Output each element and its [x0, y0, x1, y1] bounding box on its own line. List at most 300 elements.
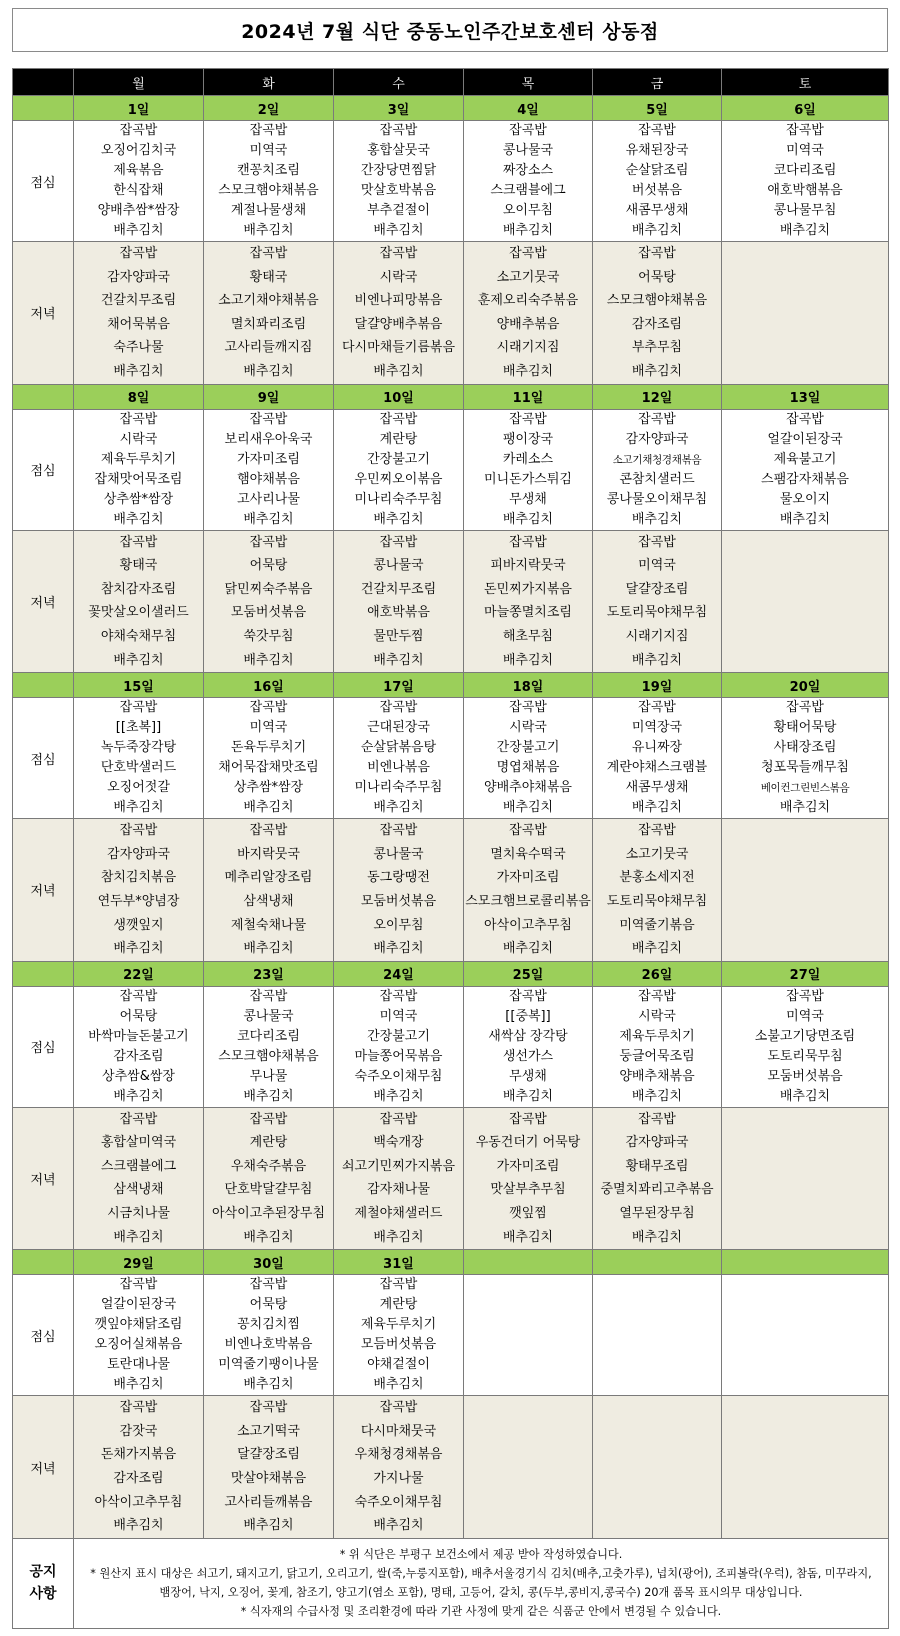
notice-line: * 원산지 표시 대상은 쇠고기, 돼지고기, 닭고기, 오리고기, 쌀(죽,누룽지포함), 배추서울경기식 김치(배추,고춧가루), 넙치(광어), 조피볼락(우럭), 참돔, 미꾸라지, [90, 1567, 872, 1581]
menu-item: 배추김치 [631, 1229, 683, 1245]
dinner-menu-cell [464, 819, 593, 962]
menu-item: 배추김치 [502, 941, 554, 957]
dinner-label: 저녁 [13, 819, 74, 962]
menu-item: 도토리묵야채무침 [606, 605, 708, 621]
lunch-menu-cell [464, 121, 593, 242]
date-row [13, 96, 889, 121]
menu-item: 카레소스 [502, 451, 554, 467]
menu-item: 팽이장국 [502, 431, 554, 447]
menu-item: 배추김치 [243, 652, 294, 668]
menu-item: 유채된장국 [625, 143, 689, 158]
dinner-menu-cell [464, 530, 593, 673]
menu-item: 다시마채뭇국 [360, 1423, 437, 1439]
menu-item: 얼갈이된장국 [767, 431, 843, 447]
menu-item: 미역국 [249, 720, 288, 736]
menu-item: 계절나물생채 [230, 203, 307, 218]
menu-item: 우민찌오이볶음 [354, 471, 443, 487]
menu-item: 오징어실채볶음 [94, 1337, 183, 1353]
menu-item: 돈채가지볶음 [100, 1447, 177, 1463]
dinner-menu-cell [722, 530, 889, 673]
menu-item: 아삭이고추된장무침 [211, 1206, 326, 1222]
menu-item: 참치김치볶음 [100, 870, 177, 886]
menu-item: 잡곡밥 [786, 411, 824, 427]
menu-item: 양배추볶음 [496, 316, 560, 332]
menu-item: 채어묵볶음 [107, 316, 170, 332]
menu-item: 배추김치 [243, 223, 294, 238]
lunch-menu-cell [722, 1275, 889, 1396]
menu-item: 배추김치 [373, 363, 424, 379]
menu-item: 배추김치 [631, 941, 683, 957]
menu-item: 순살닭볶음탕 [360, 740, 437, 756]
menu-item: 잡곡밥 [119, 1111, 158, 1127]
menu-item: 짜장소스 [502, 163, 554, 178]
menu-item: 명엽채볶음 [496, 760, 560, 776]
menu-item: 콩나물국 [373, 846, 424, 862]
menu-item: 배추김치 [113, 1518, 164, 1534]
menu-item: 감자채나물 [367, 1182, 430, 1198]
menu-item: 콩나물오이채무침 [606, 491, 708, 507]
menu-item: 생깻잎지 [113, 917, 164, 933]
menu-item: 오징어젓갈 [107, 780, 170, 796]
dinner-menu-cell [74, 1107, 204, 1250]
dinner-menu-cell [74, 530, 204, 673]
menu-item: 새싹삼 장각탕 [488, 1028, 568, 1044]
menu-item: 모둠버섯볶음 [230, 605, 307, 621]
weekday-wed: 수 [334, 69, 464, 96]
menu-item: 미역국 [786, 1008, 824, 1024]
menu-item: 콩나물무침 [773, 203, 837, 218]
date-cell: 3일 [334, 96, 464, 121]
menu-item: 황태국 [119, 558, 158, 574]
date-row-corner [13, 961, 74, 986]
menu-item: 배추김치 [631, 652, 683, 668]
menu-item: 배추김치 [243, 511, 294, 527]
lunch-menu-cell [204, 986, 334, 1107]
menu-item: 근대된장국 [367, 720, 430, 736]
menu-item: 잡곡밥 [509, 246, 547, 261]
menu-item: 콘참치샐러드 [619, 471, 695, 487]
menu-item: 어묵탕 [249, 558, 288, 574]
menu-item: 배추김치 [113, 511, 164, 527]
date-cell: 2일 [204, 96, 334, 121]
menu-item: 우동건더기 어묵탕 [475, 1135, 581, 1151]
menu-item: 가지나물 [373, 1471, 424, 1487]
dinner-row [13, 1396, 889, 1539]
lunch-menu-cell [722, 121, 889, 242]
dinner-menu-cell [334, 819, 464, 962]
date-cell: 9일 [204, 384, 334, 409]
menu-item: 잡곡밥 [119, 246, 158, 261]
menu-item: 계란탕 [249, 1135, 288, 1151]
menu-item: 해초무침 [502, 628, 554, 644]
notice-line: * 식자재의 수급사정 및 조리환경에 따라 기관 사정에 맞게 같은 식품군 안에서 변경될 수 있습니다. [240, 1605, 722, 1619]
menu-item: 어묵탕 [249, 1297, 288, 1313]
menu-item: 제철숙채나물 [230, 917, 307, 933]
menu-item: 잡곡밥 [638, 700, 676, 716]
menu-item: 캔꽁치조림 [237, 163, 300, 178]
menu-item: 배추김치 [373, 1088, 424, 1104]
menu-item: 녹두죽장각탕 [100, 740, 177, 756]
menu-item: 배추김치 [373, 941, 424, 957]
menu-item: 돈민찌가지볶음 [484, 581, 572, 597]
dinner-row [13, 530, 889, 673]
date-cell: 13일 [722, 384, 889, 409]
date-row [13, 673, 889, 698]
lunch-menu-cell [74, 409, 204, 530]
lunch-menu-cell [74, 1275, 204, 1396]
menu-item: 배추김치 [631, 511, 683, 527]
date-cell: 10일 [334, 384, 464, 409]
menu-item: 배추김치 [502, 652, 554, 668]
menu-item: 잡곡밥 [786, 988, 824, 1004]
menu-item: 잡곡밥 [379, 1111, 418, 1127]
date-cell: 23일 [204, 961, 334, 986]
dinner-menu-cell [204, 530, 334, 673]
menu-item: 스모크햄야채볶음 [218, 1048, 319, 1064]
menu-item: 열무된장무침 [619, 1206, 695, 1222]
menu-item: 마늘쫑멸치조림 [484, 605, 572, 621]
menu-item: 감자양파국 [625, 1135, 689, 1151]
menu-item: 계란탕 [379, 431, 418, 447]
lunch-menu-cell [464, 1275, 593, 1396]
dinner-menu-cell [334, 1107, 464, 1250]
menu-item: 우채숙주볶음 [230, 1158, 307, 1174]
menu-item: 시락국 [119, 431, 158, 447]
menu-item: 소고기떡국 [237, 1423, 300, 1439]
menu-item: 멸치육수떡국 [490, 846, 566, 862]
date-cell: 22일 [74, 961, 204, 986]
menu-item: 잡곡밥 [119, 411, 158, 427]
date-cell [593, 1250, 722, 1275]
date-row-corner [13, 384, 74, 409]
menu-item: 잡곡밥 [509, 123, 547, 138]
weekday-thu: 목 [464, 69, 593, 96]
menu-item: 시래기지짐 [625, 628, 689, 644]
menu-item: 잡곡밥 [249, 1400, 288, 1416]
menu-item: 배추김치 [631, 363, 683, 379]
menu-item: 배추김치 [373, 223, 424, 238]
menu-item: 야채숙채무침 [100, 628, 177, 644]
page-title: 2024년 7월 식단 중동노인주간보호센터 상동점 [12, 8, 888, 52]
menu-item: 미역국 [249, 143, 288, 158]
menu-item: 배추김치 [373, 800, 424, 816]
date-cell: 30일 [204, 1250, 334, 1275]
lunch-label: 점심 [13, 1275, 74, 1396]
menu-item: 잡곡밥 [249, 246, 288, 261]
date-row [13, 384, 889, 409]
lunch-menu-cell [593, 121, 722, 242]
menu-item: 미나리숙주무침 [354, 780, 443, 796]
menu-item: 도토리묵야채무침 [606, 893, 708, 909]
menu-item: 제육두루치기 [100, 451, 177, 467]
menu-item: 계란야채스크램블 [606, 760, 708, 776]
menu-item: 시락국 [509, 720, 547, 736]
dinner-menu-cell [464, 1396, 593, 1539]
date-cell [722, 1250, 889, 1275]
lunch-menu-cell [722, 409, 889, 530]
date-cell: 24일 [334, 961, 464, 986]
date-cell: 17일 [334, 673, 464, 698]
menu-item: 오이무침 [373, 917, 424, 933]
menu-item: 간장불고기 [367, 451, 430, 467]
weekday-sat: 토 [722, 69, 889, 96]
menu-item: 미역줄기팽이나물 [218, 1357, 319, 1373]
dinner-menu-cell [593, 530, 722, 673]
menu-item: 상추쌈*쌈장 [233, 780, 304, 796]
menu-item: 도토리묵무침 [767, 1048, 843, 1064]
menu-item: 황태국 [249, 269, 288, 285]
menu-item: 잡곡밥 [509, 700, 547, 716]
menu-item: 콩나물국 [373, 558, 424, 574]
menu-item: 가자미조림 [496, 870, 560, 886]
menu-item: 배추김치 [373, 1229, 424, 1245]
menu-item: 참치감자조림 [100, 581, 177, 597]
menu-item: 부추겉절이 [367, 203, 430, 218]
lunch-menu-cell [334, 121, 464, 242]
menu-item: 스모크햄야채볶음 [218, 183, 319, 198]
menu-item: 숙주오이채무침 [354, 1494, 443, 1510]
menu-item: 배추김치 [243, 1088, 294, 1104]
menu-item: 아삭이고추무침 [484, 917, 572, 933]
dinner-menu-cell [593, 819, 722, 962]
menu-item: 오징어김치국 [100, 143, 177, 158]
date-cell: 31일 [334, 1250, 464, 1275]
menu-item: 잡곡밥 [638, 988, 676, 1004]
menu-item: 황태어묵탕 [773, 720, 837, 736]
dinner-menu-cell [204, 242, 334, 385]
dinner-menu-cell [722, 819, 889, 962]
menu-item: 미니돈가스튀김 [484, 471, 572, 487]
menu-item: 건갈치무조림 [360, 581, 437, 597]
menu-item: 잡곡밥 [379, 988, 418, 1004]
menu-item: 배추김치 [373, 652, 424, 668]
menu-item: 잡곡밥 [249, 411, 288, 427]
dinner-label: 저녁 [13, 1107, 74, 1250]
menu-item: 잡곡밥 [249, 700, 288, 716]
menu-item: 미역국 [786, 143, 824, 158]
menu-item: 무생채 [509, 491, 547, 507]
menu-item: 훈제오리숙주볶음 [477, 293, 579, 309]
lunch-menu-cell [334, 409, 464, 530]
menu-item: 맛살호박볶음 [360, 183, 437, 198]
menu-item: 비엔나볶음 [367, 760, 430, 776]
menu-item: 배추김치 [631, 800, 683, 816]
menu-item: 배추김치 [113, 223, 164, 238]
date-row [13, 961, 889, 986]
menu-item: 잡곡밥 [638, 1111, 676, 1127]
menu-item: 홍합살뭇국 [367, 143, 430, 158]
date-row [13, 1250, 889, 1275]
menu-item: 부추무침 [631, 340, 683, 356]
menu-item: 잡곡밥 [249, 123, 288, 138]
menu-item: 미나리숙주무침 [354, 491, 443, 507]
lunch-menu-cell [464, 986, 593, 1107]
lunch-menu-cell [204, 1275, 334, 1396]
dinner-menu-cell [334, 242, 464, 385]
menu-item: 달걀장조림 [237, 1447, 300, 1463]
menu-item: 잡곡밥 [509, 988, 547, 1004]
menu-item: 잡곡밥 [119, 534, 158, 550]
date-cell: 25일 [464, 961, 593, 986]
menu-item: 잡곡밥 [638, 246, 676, 261]
menu-item: 바지락뭇국 [237, 846, 300, 862]
lunch-row [13, 986, 889, 1107]
corner-cell [13, 69, 74, 96]
menu-item: 잡곡밥 [249, 1277, 288, 1293]
menu-item: 순살닭조림 [625, 163, 689, 178]
menu-item: 감자양파국 [107, 269, 170, 285]
menu-item: 꽃맛살오이샐러드 [88, 605, 189, 621]
menu-item: 마늘쫑어묵볶음 [354, 1048, 443, 1064]
menu-item: 잡곡밥 [638, 534, 676, 550]
notice-line: 뱀장어, 낙지, 오징어, 꽃게, 참조기, 양고기(염소 포함), 명태, 고등어, 갈치, 콩(두부,콩비지,콩국수) 20개 품목 표시의무 대상입니다. [159, 1586, 803, 1600]
dinner-label: 저녁 [13, 1396, 74, 1539]
menu-item: 배추김치 [502, 223, 554, 238]
menu-item: 제육두루치기 [360, 1317, 437, 1333]
menu-item: 건갈치무조림 [100, 293, 177, 309]
menu-item: 새콤무생채 [625, 780, 689, 796]
menu-item: 배추김치 [631, 1088, 683, 1104]
weekday-header-row [13, 69, 889, 96]
lunch-menu-cell [593, 1275, 722, 1396]
menu-item: 한식잡채 [113, 183, 164, 198]
notice-row [13, 1538, 889, 1628]
menu-item: 무나물 [249, 1068, 288, 1084]
dinner-menu-cell [204, 1396, 334, 1539]
menu-item: 잡곡밥 [379, 823, 418, 839]
menu-item: 배추김치 [502, 363, 554, 379]
lunch-label: 점심 [13, 409, 74, 530]
dinner-menu-cell [464, 1107, 593, 1250]
date-cell: 15일 [74, 673, 204, 698]
menu-item: 청포묵들깨무침 [761, 760, 849, 776]
menu-item: 코다리조림 [237, 1028, 300, 1044]
menu-item: 모둠버섯볶음 [767, 1068, 843, 1084]
menu-item: 시래기지짐 [496, 340, 560, 356]
menu-item: 애호박볶음 [367, 605, 430, 621]
menu-item: 제육불고기 [773, 451, 837, 467]
menu-item: 감자조림 [113, 1048, 164, 1064]
menu-item: 배추김치 [373, 1518, 424, 1534]
menu-item: 잡채맛어묵조림 [94, 471, 183, 487]
menu-item: 배추김치 [243, 1518, 294, 1534]
menu-item: 스모크햄브로콜리볶음 [465, 893, 591, 909]
lunch-menu-cell [204, 409, 334, 530]
menu-item: 스팸감자채볶음 [761, 471, 849, 487]
menu-item: 맛살야채볶음 [230, 1471, 307, 1487]
menu-item: 홍합살미역국 [100, 1135, 177, 1151]
date-cell: 18일 [464, 673, 593, 698]
menu-item: 꽁치김치찜 [237, 1317, 300, 1333]
dinner-menu-cell [593, 242, 722, 385]
dinner-menu-cell [593, 1396, 722, 1539]
dinner-menu-cell [334, 1396, 464, 1539]
menu-item: 고사리들깨볶음 [224, 1494, 313, 1510]
menu-item: 둥글어묵조림 [619, 1048, 695, 1064]
menu-item: 양배추쌈*쌈장 [97, 203, 180, 218]
menu-item: 잡곡밥 [249, 988, 288, 1004]
menu-item: 배추김치 [243, 941, 294, 957]
menu-item: 잡곡밥 [638, 823, 676, 839]
menu-item: 상추쌈&쌈장 [102, 1068, 175, 1084]
menu-item: 달걀양배추볶음 [354, 316, 443, 332]
menu-item: 배추김치 [113, 652, 164, 668]
date-cell: 1일 [74, 96, 204, 121]
menu-item: 잡곡밥 [119, 988, 158, 1004]
menu-item: 얼갈이된장국 [100, 1297, 177, 1313]
menu-item: 잡곡밥 [509, 534, 547, 550]
menu-item: 잡곡밥 [379, 700, 418, 716]
menu-item: 배추김치 [373, 511, 424, 527]
lunch-label: 점심 [13, 986, 74, 1107]
dinner-menu-cell [74, 819, 204, 962]
menu-item: 아삭이고추무침 [94, 1494, 183, 1510]
menu-item: 배추김치 [502, 1229, 554, 1245]
lunch-menu-cell [593, 698, 722, 819]
menu-item: 잡곡밥 [638, 411, 676, 427]
date-cell: 19일 [593, 673, 722, 698]
lunch-menu-cell [593, 409, 722, 530]
menu-item: 보리새우아욱국 [224, 431, 313, 447]
dinner-row [13, 242, 889, 385]
menu-item: 멸치꽈리조림 [230, 316, 307, 332]
menu-item: 잡곡밥 [119, 1400, 158, 1416]
menu-item: 배추김치 [113, 1229, 164, 1245]
menu-item: 미역장국 [631, 720, 683, 736]
lunch-menu-cell [74, 698, 204, 819]
date-cell: 11일 [464, 384, 593, 409]
menu-item: 배추김치 [113, 800, 164, 816]
menu-item: 배추김치 [779, 223, 831, 238]
menu-item: 잡곡밥 [119, 123, 158, 138]
lunch-menu-cell [204, 698, 334, 819]
menu-item: 잡곡밥 [379, 1400, 418, 1416]
date-cell: 4일 [464, 96, 593, 121]
menu-item: 시금치나물 [107, 1206, 170, 1222]
dinner-menu-cell [722, 1396, 889, 1539]
date-cell: 16일 [204, 673, 334, 698]
menu-item: 생선가스 [502, 1048, 554, 1064]
date-cell: 27일 [722, 961, 889, 986]
menu-item: 감잣국 [119, 1423, 158, 1439]
dinner-row [13, 819, 889, 962]
menu-item: 양배추야채볶음 [484, 780, 572, 796]
menu-item: 제철야채샐러드 [354, 1206, 443, 1222]
date-cell: 20일 [722, 673, 889, 698]
menu-item: 잡곡밥 [509, 411, 547, 427]
dinner-menu-cell [593, 1107, 722, 1250]
menu-item: 깻잎야채닭조림 [94, 1317, 183, 1333]
dinner-menu-cell [722, 242, 889, 385]
dinner-menu-cell [204, 819, 334, 962]
lunch-menu-cell [464, 698, 593, 819]
menu-item: 배추김치 [243, 1229, 294, 1245]
menu-item: 스크램블에그 [490, 183, 566, 198]
menu-item: 야채겉절이 [367, 1357, 430, 1373]
date-cell: 5일 [593, 96, 722, 121]
date-cell: 29일 [74, 1250, 204, 1275]
menu-item: 소고기채야채볶음 [218, 293, 319, 309]
lunch-menu-cell [74, 986, 204, 1107]
date-cell: 12일 [593, 384, 722, 409]
menu-item: 잡곡밥 [379, 411, 418, 427]
lunch-menu-cell [464, 409, 593, 530]
date-row-corner [13, 673, 74, 698]
menu-item: 간장당면찜닭 [360, 163, 437, 178]
menu-item: 양배추채볶음 [619, 1068, 695, 1084]
menu-item: 쑥갓무침 [243, 628, 294, 644]
menu-item: 배추김치 [502, 511, 554, 527]
